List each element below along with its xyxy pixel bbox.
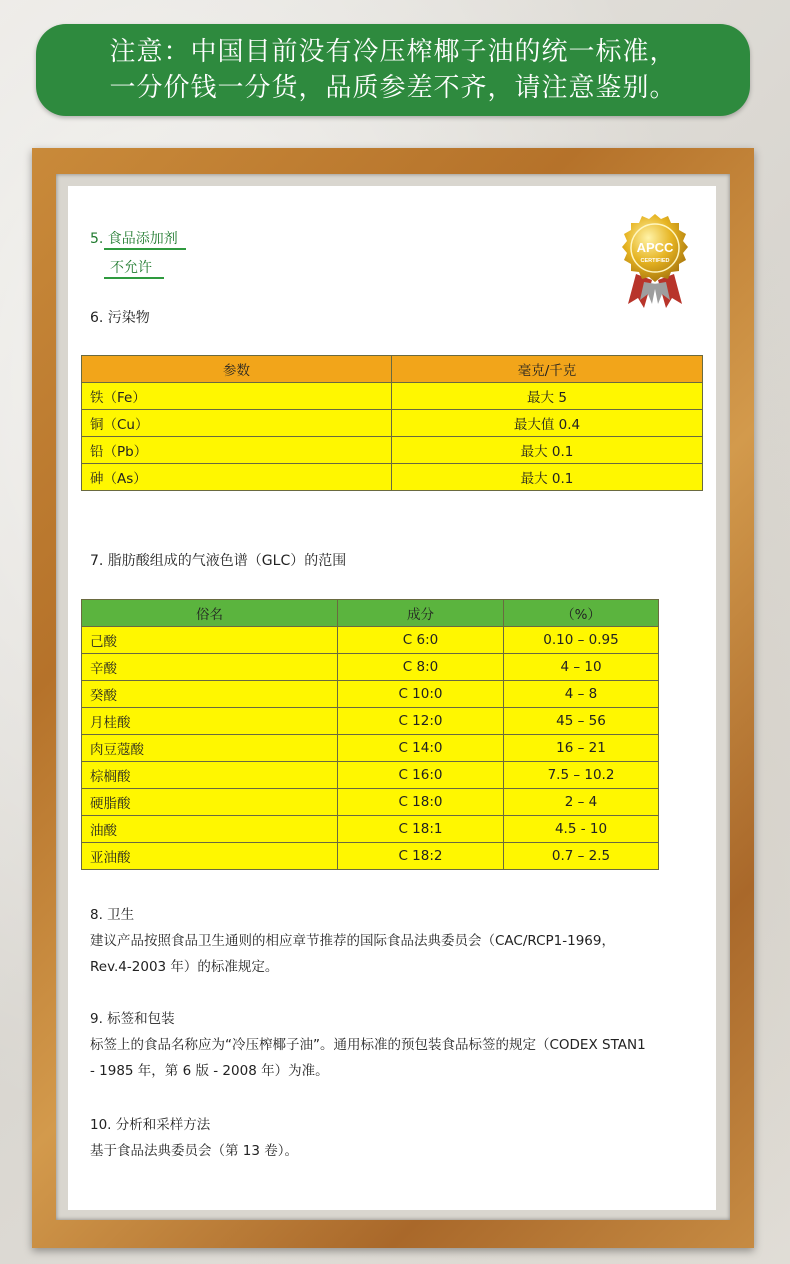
table-cell: 亚油酸 xyxy=(82,843,338,870)
table-cell: 铅（Pb） xyxy=(82,437,392,464)
table-cell: 棕榈酸 xyxy=(82,762,338,789)
section-7-heading: 7. 脂肪酸组成的气液色谱（GLC）的范围 xyxy=(90,553,347,569)
table-cell: 辛酸 xyxy=(82,654,338,681)
table-cell: C 12:0 xyxy=(338,708,504,735)
table-cell: C 18:2 xyxy=(338,843,504,870)
contaminants-table xyxy=(81,355,703,491)
table-cell: 最大 5 xyxy=(392,383,703,410)
section-10 xyxy=(90,1112,298,1164)
section-8-heading: 8. 卫生 xyxy=(90,907,135,923)
table-row xyxy=(82,816,659,843)
table-cell: 4 – 10 xyxy=(504,654,659,681)
table-cell: 肉豆蔻酸 xyxy=(82,735,338,762)
table-row xyxy=(82,708,659,735)
table-row xyxy=(82,681,659,708)
column-header: 毫克/千克 xyxy=(392,356,703,383)
table-cell: C 8:0 xyxy=(338,654,504,681)
section-5-heading: 5. 食品添加剂 xyxy=(90,231,178,247)
table-cell: 7.5 – 10.2 xyxy=(504,762,659,789)
table-row xyxy=(82,654,659,681)
table-cell: 硬脂酸 xyxy=(82,789,338,816)
table-cell: 铁（Fe） xyxy=(82,383,392,410)
table-row xyxy=(82,383,703,410)
section-10-heading: 10. 分析和采样方法 xyxy=(90,1117,211,1133)
table-header-row xyxy=(82,356,703,383)
table-header-row xyxy=(82,600,659,627)
section-5-value-underline xyxy=(104,277,164,279)
table-cell: 油酸 xyxy=(82,816,338,843)
table-cell: 月桂酸 xyxy=(82,708,338,735)
column-header: 成分 xyxy=(338,600,504,627)
table-cell: 4.5 - 10 xyxy=(504,816,659,843)
table-cell: 45 – 56 xyxy=(504,708,659,735)
table-cell: 0.7 – 2.5 xyxy=(504,843,659,870)
section-9-text-line-1: 标签上的食品名称应为“冷压榨椰子油”。通用标准的预包装食品标签的规定（CODEX STAN1 xyxy=(90,1037,646,1053)
table-row xyxy=(82,789,659,816)
table-cell: 铜（Cu） xyxy=(82,410,392,437)
table-cell: C 10:0 xyxy=(338,681,504,708)
table-cell: C 6:0 xyxy=(338,627,504,654)
table-cell: 2 – 4 xyxy=(504,789,659,816)
table-row xyxy=(82,437,703,464)
table-cell: C 16:0 xyxy=(338,762,504,789)
table-cell: 最大 0.1 xyxy=(392,464,703,491)
table-row xyxy=(82,410,703,437)
section-8-text-line-2: Rev.4-2003 年）的标准规定。 xyxy=(90,959,279,975)
table-row xyxy=(82,464,703,491)
fatty-acid-table xyxy=(81,599,659,870)
section-9 xyxy=(90,1006,646,1084)
table-cell: 癸酸 xyxy=(82,681,338,708)
section-8-text-line-1: 建议产品按照食品卫生通则的相应章节推荐的国际食品法典委员会（CAC/RCP1-1969， xyxy=(90,933,615,949)
table-cell: C 18:1 xyxy=(338,816,504,843)
notice-line-2: 一分价钱一分货，品质参差不齐，请注意鉴别。 xyxy=(109,73,677,103)
column-header: 参数 xyxy=(82,356,392,383)
table-row xyxy=(82,843,659,870)
section-9-text-line-2: - 1985 年，第 6 版 - 2008 年）为准。 xyxy=(90,1063,329,1079)
table-row xyxy=(82,735,659,762)
table-cell: C 18:0 xyxy=(338,789,504,816)
table-row xyxy=(82,627,659,654)
table-row xyxy=(82,762,659,789)
notice-banner xyxy=(36,24,750,116)
table-cell: 砷（As） xyxy=(82,464,392,491)
apcc-certified-seal-icon xyxy=(614,212,696,312)
section-9-heading: 9. 标签和包装 xyxy=(90,1011,175,1027)
notice-line-1: 注意：中国目前没有冷压榨椰子油的统一标准， xyxy=(109,37,677,67)
table-cell: C 14:0 xyxy=(338,735,504,762)
table-cell: 最大值 0.4 xyxy=(392,410,703,437)
section-5-value: 不允许 xyxy=(110,260,152,276)
section-10-text-line-1: 基于食品法典委员会（第 13 卷）。 xyxy=(90,1143,299,1159)
column-header: （%） xyxy=(504,600,659,627)
section-8 xyxy=(90,902,615,980)
section-5-underline xyxy=(104,248,186,250)
table-cell: 0.10 – 0.95 xyxy=(504,627,659,654)
seal-title: APCC xyxy=(636,240,674,255)
seal-subtitle: CERTIFIED xyxy=(640,258,670,264)
table-cell: 最大 0.1 xyxy=(392,437,703,464)
section-6-heading: 6. 污染物 xyxy=(90,310,150,326)
table-cell: 4 – 8 xyxy=(504,681,659,708)
table-cell: 16 – 21 xyxy=(504,735,659,762)
table-cell: 己酸 xyxy=(82,627,338,654)
column-header: 俗名 xyxy=(82,600,338,627)
